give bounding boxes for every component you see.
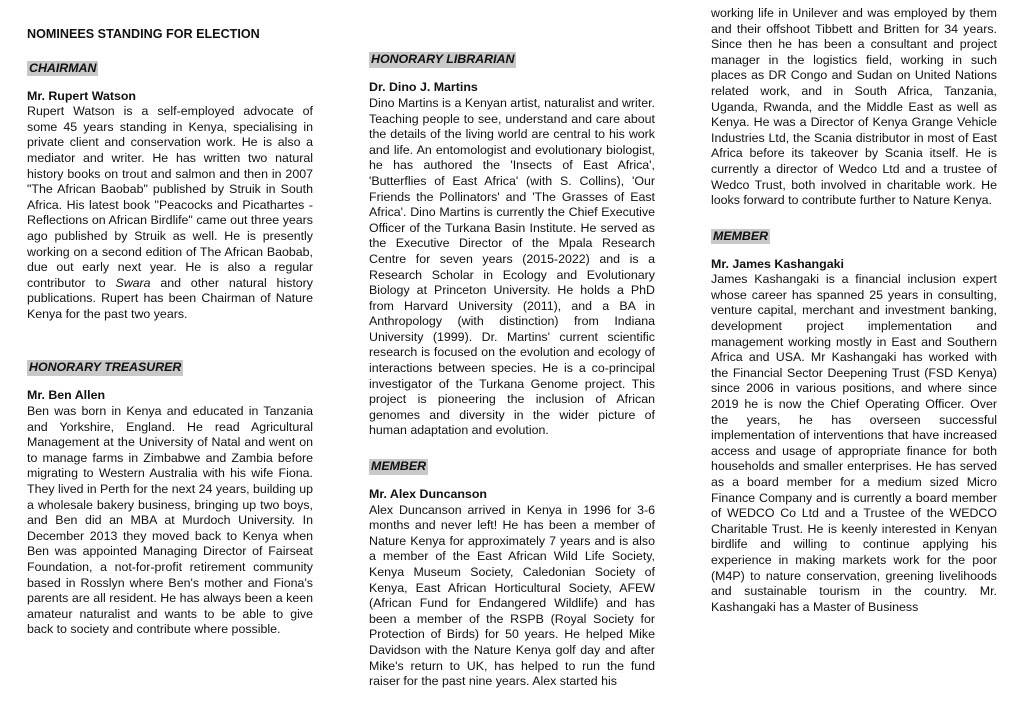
nominee-bio-kashangaki: James Kashangaki is a financial inclusion expert whose career has spanned 25 years in consulting, venture capital, merchant and investment banking, development project implementation and management working mostly in East and Southern Africa and USA. Mr Kashangaki has worked with the Financial Sector Deepening Trust (FSD Kenya) since 2006 in various positions, and where since 2019 he is now the Chief Operating Officer. Over the years, he has overseen successful implementation of interventions that have increased access and usage of appropriate finance for both households and smaller enterprises. He has served as a board member for a medium sized Micro Finance Company and is currently a board member of WEDCO Co Ltd and a Trustee of the WEDCO Charitable Trust. He is keenly interested in Kenyan birdlife and willing to continue applying his experience in making markets work for the poor (M4P) to nature conservation, greening livelihoods and sustainable tourism in the country. Mr. Kashangaki has a Master of Business bbox=[711, 272, 997, 614]
section-member-duncanson-continued bbox=[711, 6, 997, 209]
nominee-bio-duncanson: Alex Duncanson arrived in Kenya in 1996 for 3-6 months and never left! He has been a member of Nature Kenya for approximately 7 years and is also a member of the East African Wild Life Society, Kenya Museum Society, Caledonian Society of Kenya, East African Horticultural Society, AFEW (African Fund for Endangered Wildlife) and has been a member of the RSPB (Royal Society for Protection of Birds) for 50 years. He helped Mike Davidson with the Nature Kenya golf day and after Mike's return to UK, has helped to run the fund raiser for the past nine years. Alex started his bbox=[369, 502, 655, 689]
nominee-bio-chairman bbox=[27, 104, 313, 322]
nominee-name-treasurer: Mr. Ben Allen bbox=[27, 388, 106, 403]
section-treasurer bbox=[27, 360, 313, 637]
section-heading-librarian: HONORARY LIBRARIAN bbox=[371, 52, 515, 67]
column-right bbox=[711, 6, 997, 635]
section-heading-treasurer: HONORARY TREASURER bbox=[29, 360, 182, 375]
column-left bbox=[27, 27, 313, 664]
section-librarian bbox=[369, 52, 655, 439]
section-heading-chairman: CHAIRMAN bbox=[29, 60, 97, 75]
nominee-name-kashangaki: Mr. James Kashangaki bbox=[711, 256, 844, 271]
section-heading-member: MEMBER bbox=[371, 459, 427, 474]
nominee-name-chairman: Mr. Rupert Watson bbox=[27, 88, 136, 103]
nominee-bio-duncanson-continued: working life in Unilever and was employed by them and their offshoot Tibbett and Britten for 34 years. Since then he has been a consultant and project manager in the logistics field, working in such places as DR Congo and Sudan on United Nations related work, and in South Africa, Tanzania, Uganda, Rwanda, and the Middle East as well as Kenya. He was a Director of Kenya Grange Vehicle Industries Ltd, the Scania distributor in most of East Africa before its takeover by Scania itself. He is currently a director of Wedco Ltd and a trustee of Wedco Trust, both involved in charitable work. He looks forward to contribute further to Nature Kenya. bbox=[711, 6, 997, 208]
section-member-duncanson bbox=[369, 459, 655, 690]
section-heading-member: MEMBER bbox=[713, 228, 769, 243]
nominee-name-librarian: Dr. Dino J. Martins bbox=[369, 80, 478, 95]
section-chairman bbox=[27, 61, 313, 323]
nominee-name-duncanson: Mr. Alex Duncanson bbox=[369, 487, 487, 502]
bio-italic-publication: Swara bbox=[115, 275, 151, 290]
bio-text-part-1: Rupert Watson is a self-employed advocate of some 45 years standing in Kenya, specialising in private client and conservation work. He is also a mediator and writer. He has written two natural history books on trout and salmon and then in 2007 "The African Baobab" published by Struik in South Africa. His latest book "Peacocks and Picathartes - Reflections on African Birdlife" came out three years ago published by Struik as well. He is presently working on a second edition of The African Baobab, due out early next year. He is also a regular contributor to bbox=[27, 104, 313, 290]
page-title: NOMINEES STANDING FOR ELECTION bbox=[27, 27, 260, 41]
nominee-bio-treasurer: Ben was born in Kenya and educated in Tanzania and Yorkshire, England. He read Agricultural Management at the University of Natal and went on to manage farms in Zimbabwe and Zambia before migrating to Western Australia with his wife Fiona. They lived in Perth for the next 24 years, building up a wholesale bakery business, bringing up two boys, and Ben did an MBA at Murdoch University. In December 2013 they moved back to Kenya when Ben was appointed Managing Director of Fairseat Foundation, a not-for-profit retirement community based in Rosslyn where Ben's mother and Fiona's parents are all resident. He has always been a keen amateur naturalist and wants to be able to give back to society and contribute where possible. bbox=[27, 404, 313, 637]
bio-text-part-2: and other natural history publications. Rupert has been Chairman of Nature Kenya for the past two years. bbox=[27, 275, 313, 321]
column-middle bbox=[369, 40, 655, 710]
section-member-kashangaki bbox=[711, 229, 997, 616]
nominee-bio-librarian: Dino Martins is a Kenyan artist, naturalist and writer. Teaching people to see, understand and care about the details of the living world are central to his work and life. An entomologist and evolutionary biologist, he has authored the 'Insects of East Africa', 'Butterflies of East Africa' (with S. Collins), 'Our Friends the Pollinators' and 'The Grasses of East Africa'. Dino Martins is currently the Chief Executive Officer of the Turkana Basin Institute. He served as the Executive Director of the Mpala Research Centre for seven years (2015-2022) and is a Research Scholar in Ecology and Evolutionary Biology at Princeton University. He holds a PhD from Harvard University (2011), and a BA in Anthropology (with distinction) from Indiana University (1999). Dr. Martins' current scientific research is focused on the evolution and ecology of interactions between species. He is a co-principal investigator of the Turkana Genome project. This project is pioneering the inclusion of African genomes and diversity in the wider picture of human adaptation and evolution. bbox=[369, 95, 655, 438]
